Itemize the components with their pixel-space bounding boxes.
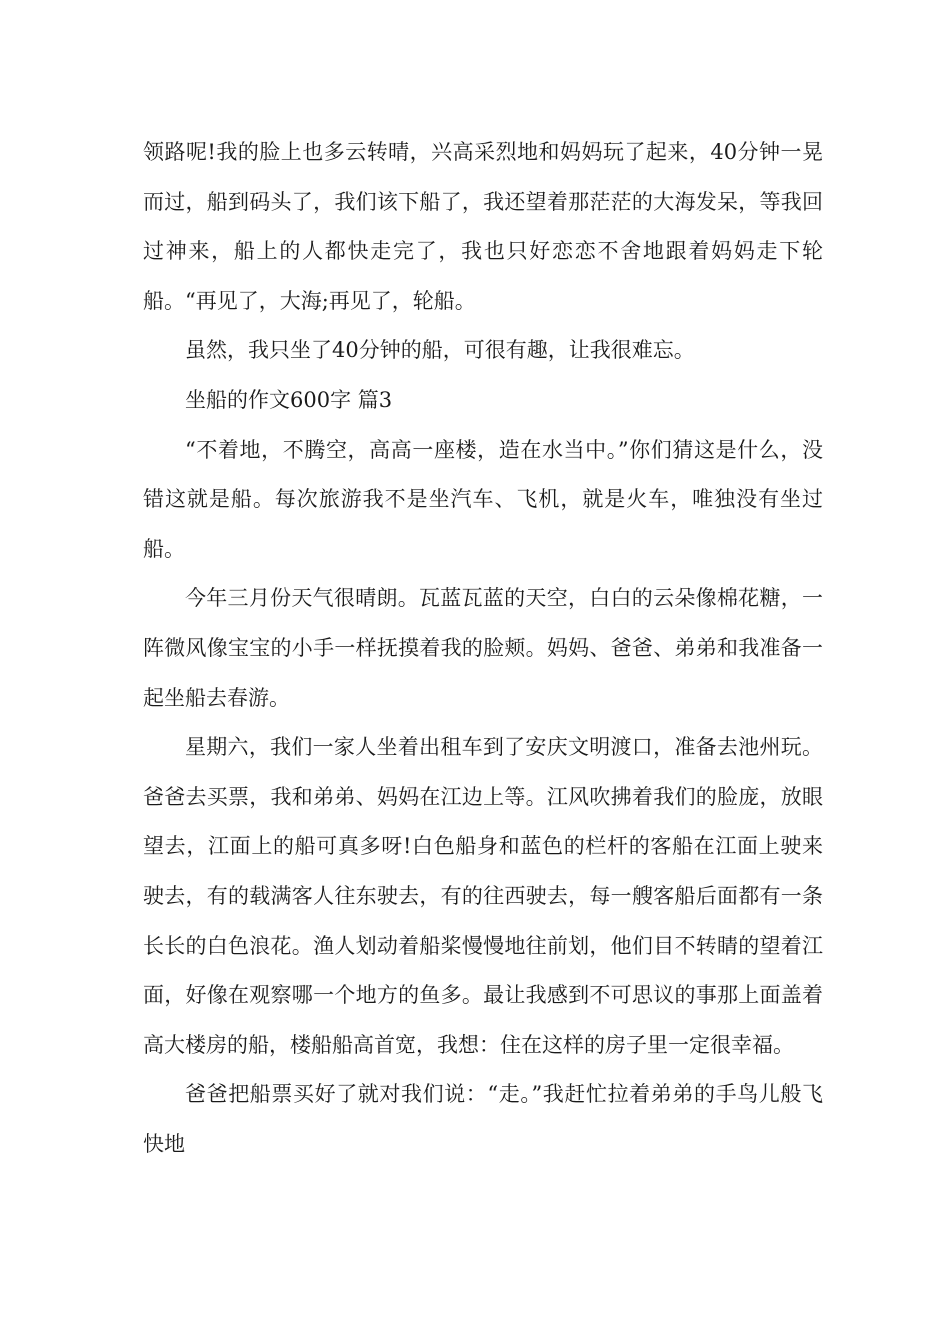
paragraph-conclusion: 虽然，我只坐了40分钟的船，可很有趣，让我很难忘。: [185, 338, 695, 363]
paragraph-weather: 今年三月份天气很晴朗。瓦蓝瓦蓝的天空，白白的云朵像棉花糖，一阵微风像宝宝的小手一样抚摸着我的脸颊。妈妈、爸爸、弟弟和我准备一起坐船去春游。: [143, 586, 823, 710]
paragraph-continued: 领路呢!我的脸上也多云转晴，兴高采烈地和妈妈玩了起来，40分钟一晃而过，船到码头了，我们该下船了，我还望着那茫茫的大海发呆，等我回过神来，船上的人都快走完了，我也只好恋恋不舍地跟着妈妈走下轮船。“再见了，大海;再见了，轮船。: [143, 140, 823, 313]
paragraph-ferry: 星期六，我们一家人坐着出租车到了安庆文明渡口，准备去池州玩。爸爸去买票，我和弟弟、妈妈在江边上等。江风吹拂着我们的脸庞，放眼望去，江面上的船可真多呀!白色船身和蓝色的栏杆的客船在江面上驶来驶去，有的载满客人往东驶去，有的往西驶去，每一艘客船后面都有一条长长的白色浪花。渔人划动着船桨慢慢地往前划，他们目不转睛的望着江面，好像在观察哪一个地方的鱼多。最让我感到不可思议的事那上面盖着高大楼房的船，楼船船高首宽，我想：住在这样的房子里一定很幸福。: [143, 735, 823, 1057]
section-heading: 坐船的作文600字 篇3: [185, 387, 393, 412]
paragraph-riddle: “不着地，不腾空，高高一座楼，造在水当中。”你们猜这是什么，没错这就是船。每次旅游我不是坐汽车、飞机，就是火车，唯独没有坐过船。: [143, 437, 823, 561]
paragraph-tickets: 爸爸把船票买好了就对我们说：“走。”我赶忙拉着弟弟的手鸟儿般飞快地: [143, 1082, 823, 1156]
document-body: [143, 128, 823, 1169]
